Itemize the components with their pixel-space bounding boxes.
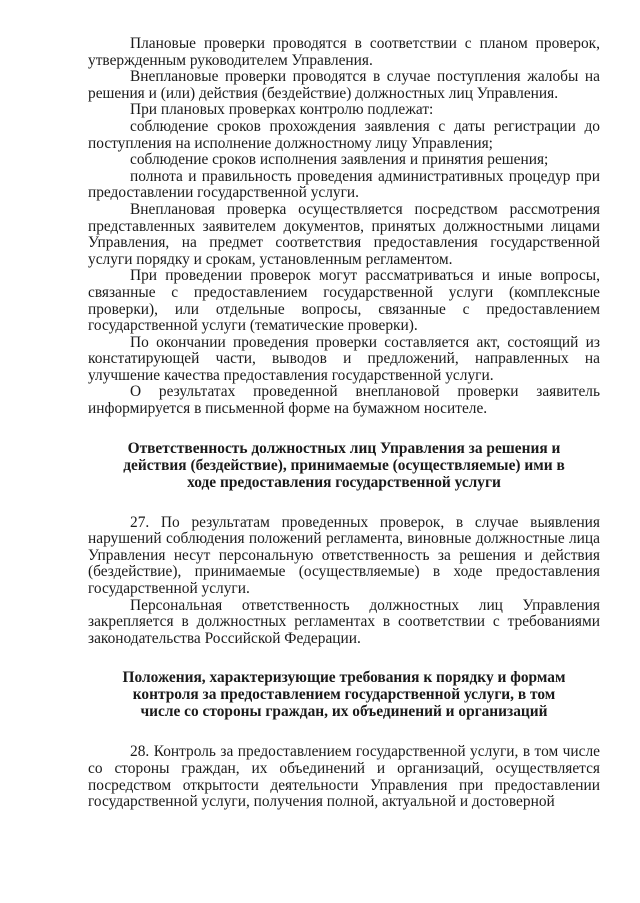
paragraph-personal-responsibility: Персональная ответственность должностных лиц Управления закрепляется в должностных регламентах в соответствии с требованиями законодательства Российской Федерации.	[88, 596, 600, 647]
paragraph-subject-to-control: При плановых проверках контролю подлежат:	[130, 101, 434, 119]
document-page	[88, 36, 600, 811]
heading-responsibility: Ответственность должностных лиц Управления за решения и действия (бездействие), принимаемые (осуществляемые) ими в ходе предоставления государственной услуги	[123, 439, 565, 491]
paragraph-27: 27. По результатам проведенных проверок, в случае выявления нарушений соблюдения положений регламента, виновные должностные лица Управления несут персональную ответственность за решения и действия (бездействие), принимаемые (осуществляемые) в ходе предоставления государственной услуги.	[88, 513, 600, 598]
section-control	[88, 36, 600, 418]
paragraph-28: 28. Контроль за предоставлением государственной услуги, в том числе со стороны граждан, их объединений и организаций, осуществляется посредством открытости деятельности Управления при предоставлении государственной услуги, получения полной, актуальной и достоверной	[88, 743, 600, 811]
paragraph-act: По окончании проведения проверки составляется акт, состоящий из констатирующей части, выводов и предложений, направленных на улучшение качества предоставления государственной услуги.	[88, 333, 600, 384]
paragraph-procedures-completeness: полнота и правильность проведения административных процедур при предоставлении государственной услуги.	[88, 167, 600, 202]
paragraph-unplanned-checks: Внеплановые проверки проводятся в случае поступления жалобы на решения и (или) действия (бездействие) должностных лиц Управления.	[88, 68, 600, 102]
paragraph-planned-checks: Плановые проверки проводятся в соответствии с планом проверок, утвержденным руководителем Управления.	[88, 35, 600, 69]
paragraph-unplanned-check-method: Внеплановая проверка осуществляется посредством рассмотрения представленных заявителем документов, принятых должностными лицами Управления, на предмет соответствия предоставления государственной услуги порядку и срокам, установленным регламентом.	[88, 200, 600, 268]
section-responsibility	[88, 440, 600, 648]
heading-requirements: Положения, характеризующие требования к порядку и формам контроля за предоставлением государственной услуги, в том числе со стороны граждан, их объединений и организаций	[122, 669, 566, 721]
paragraph-registration-deadlines: соблюдение сроков прохождения заявления с даты регистрации до поступления на исполнение должностному лицу Управления;	[88, 117, 600, 152]
section-requirements	[88, 669, 600, 810]
paragraph-applicant-informed: О результатах проведенной внеплановой проверки заявитель информируется в письменной форме на бумажном носителе.	[88, 383, 600, 418]
paragraph-execution-deadlines: соблюдение сроков исполнения заявления и принятия решения;	[130, 151, 549, 169]
paragraph-other-questions: При проведении проверок могут рассматриваться и иные вопросы, связанные с предоставлением государственной услуги (комплексные проверки), или отдельные вопросы, связанные с предоставлением государственной услуги (тематические проверки).	[88, 267, 600, 335]
